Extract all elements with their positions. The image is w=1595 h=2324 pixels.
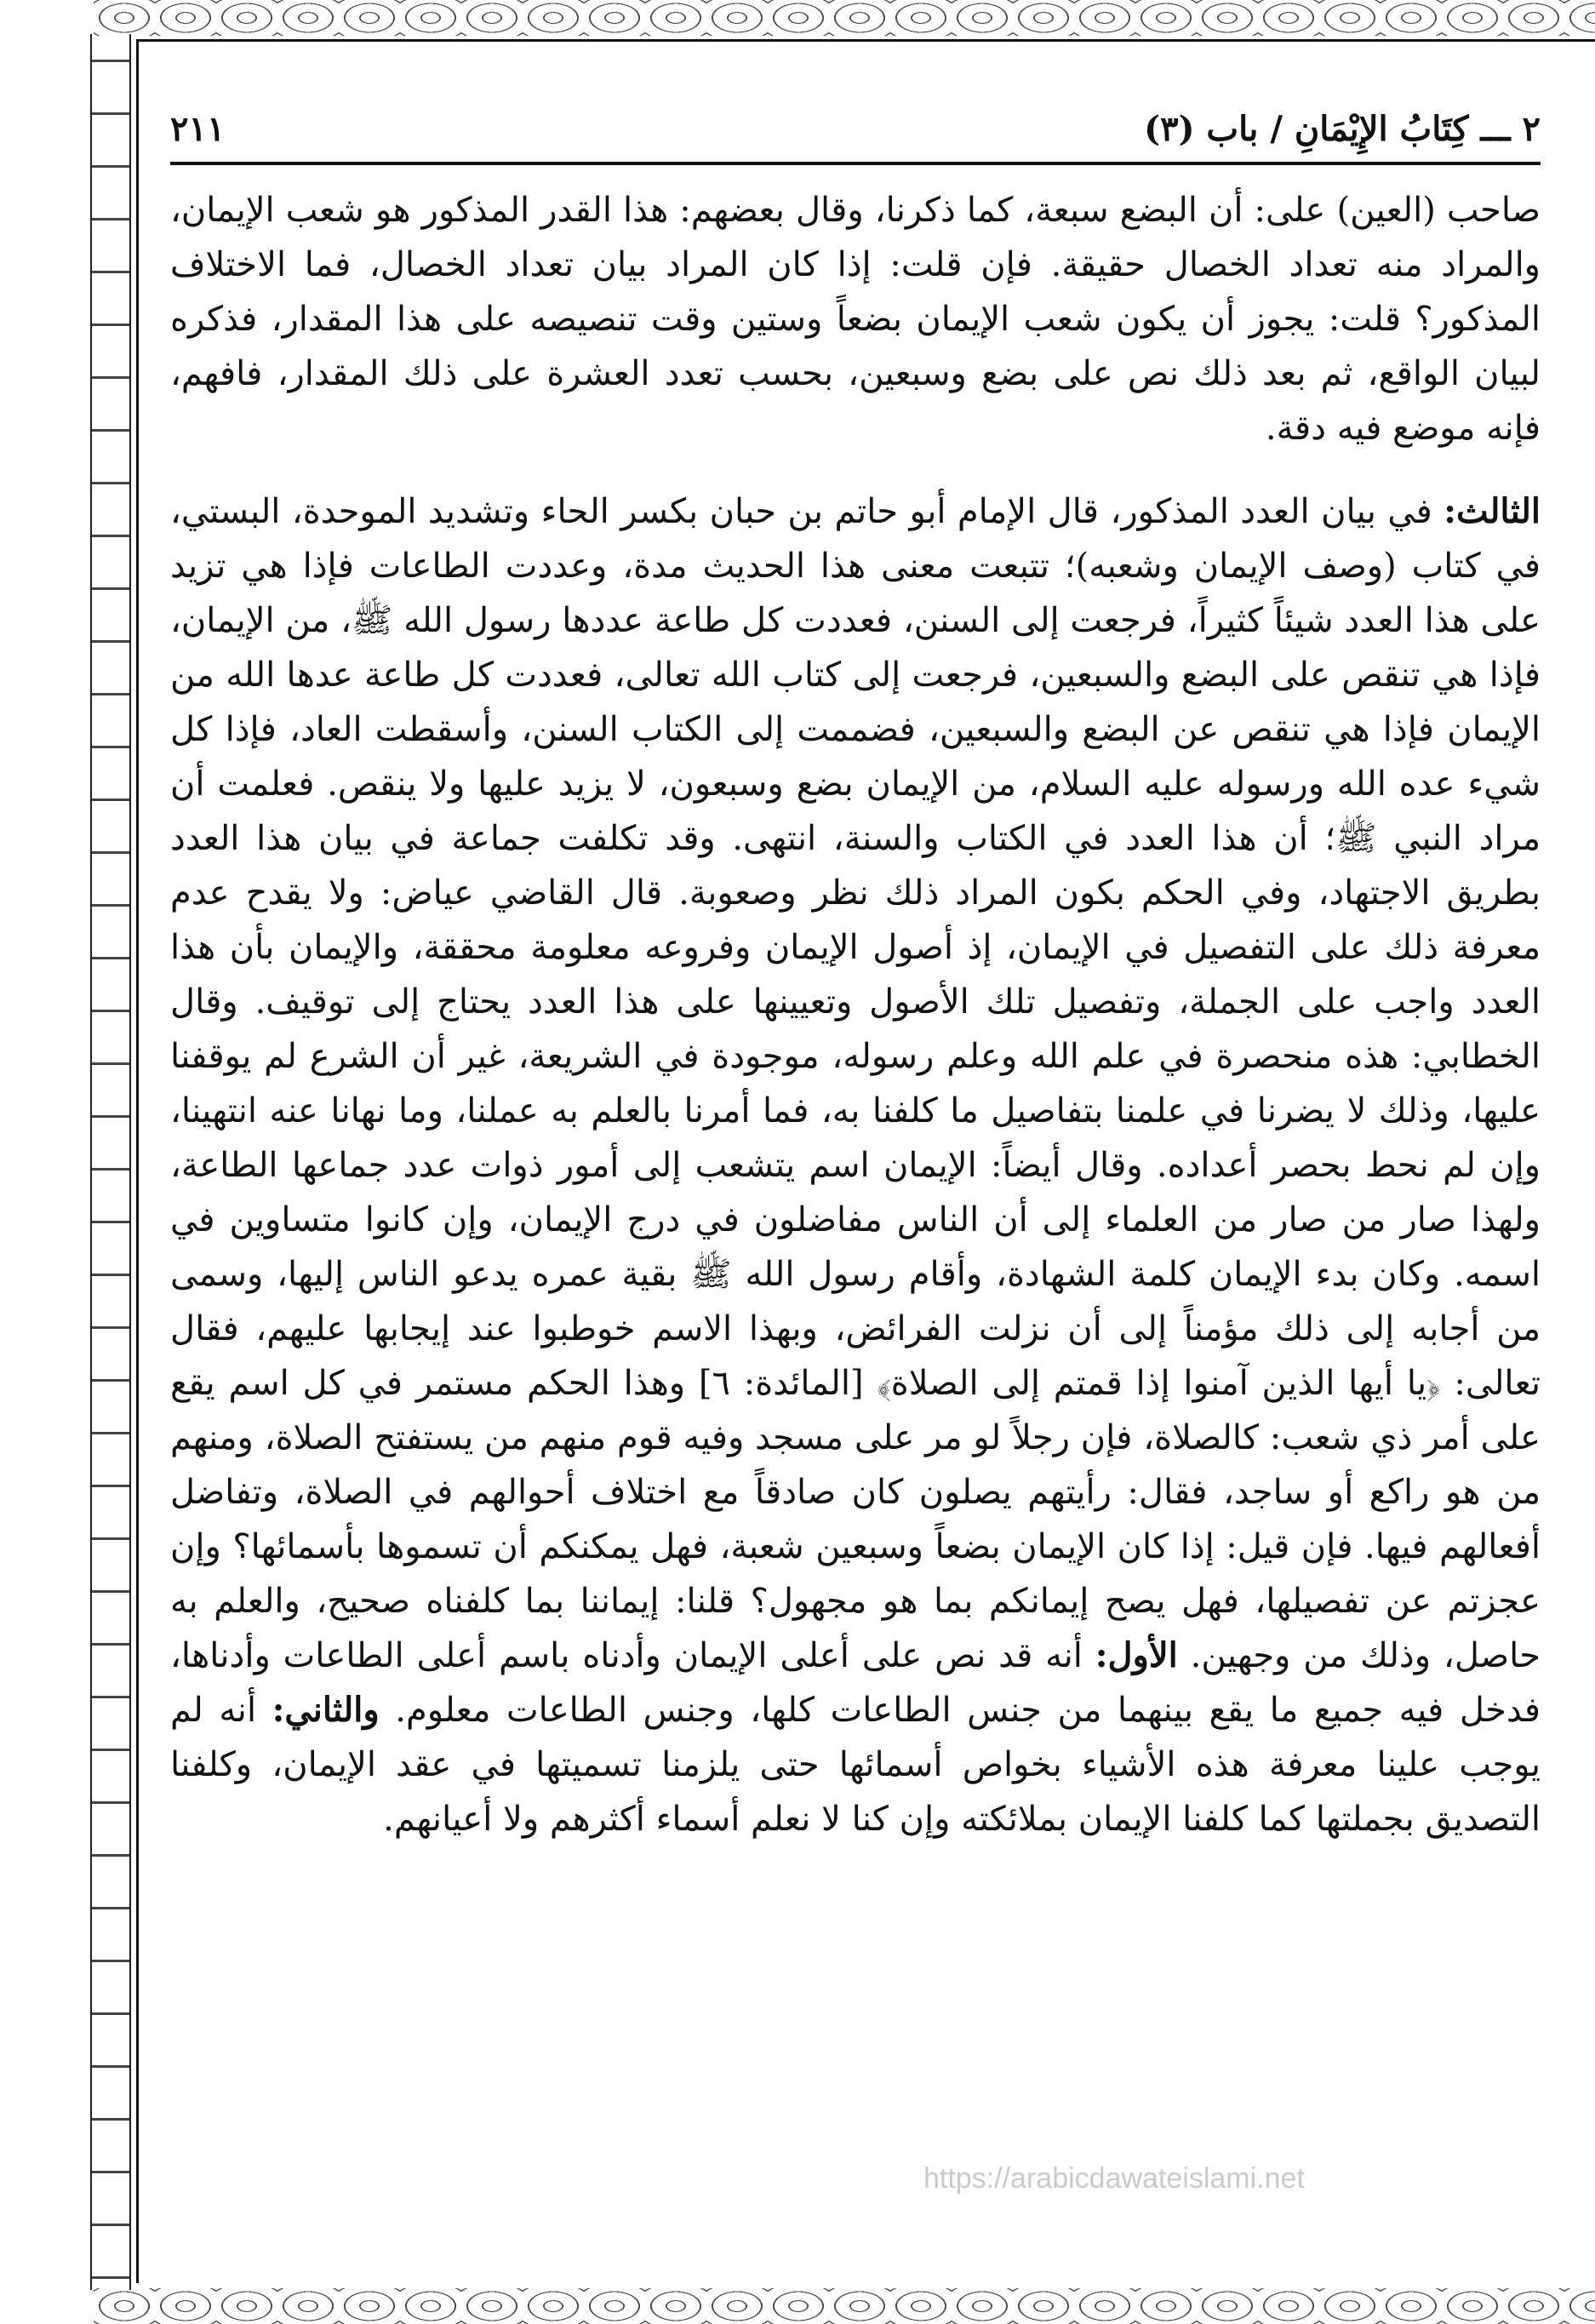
running-title: ٢ ـــ كِتَابُ الإِيْمَانِ / باب (٣): [1144, 109, 1541, 149]
paragraph-text: أنه قد نص على أعلى الإيمان وأدناه باسم أعلى الطاعات وأدناها، فدخل فيه جميع ما يقع بينهما من جنس الطاعات كلها، وجنس الطاعات معلوم.: [170, 1636, 1541, 1730]
paragraph-text: في بيان العدد المذكور، قال الإمام أبو حاتم بن حبان بكسر الحاء وتشديد الموحدة، البستي، في كتاب (وصف الإيمان وشعبه)؛ تتبعت معنى هذا الحديث مدة، وعددت الطاعات فإذا هي تزيد على هذا العدد شيئاً كثيراً، فرجعت إلى السنن، فعددت كل طاعة عددها رسول الله ﷺ، من الإيمان، فإذا هي تنقص على البضع والسبعين، فرجعت إلى كتاب الله تعالى، فعددت كل طاعة عدها الله من الإيمان فإذا هي تنقص عن البضع والسبعين، فضممت إلى الكتاب السنن، وأسقطت العاد، فإذا كل شيء عده الله ورسوله عليه السلام، من الإيمان بضع وسبعون، لا يزيد عليها ولا ينقص. فعلمت أن مراد النبي ﷺ؛ أن هذا العدد في الكتاب والسنة، انتهى. وقد تكلفت جماعة في بيان هذا العدد بطريق الاجتهاد، وفي الحكم بكون المراد ذلك نظر وصعوبة. قال القاضي عياض: ولا يقدح عدم معرفة ذلك على التفصيل في الإيمان، إذ أصول الإيمان وفروعه معلومة محققة، والإيمان بأن هذا العدد واجب على الجملة، وتفصيل تلك الأصول وتعيينها على هذا العدد يحتاج إلى توقيف. وقال الخطابي: هذه منحصرة في علم الله وعلم رسوله، موجودة في الشريعة، غير أن الشرع لم يوقفنا عليها، وذلك لا يضرنا في علمنا بتفاصيل ما كلفنا به، فما أمرنا بالعلم به عملنا، وما نهانا عنه انتهينا، وإن لم نحط بحصر أعداده. وقال أيضاً: الإيمان اسم يتشعب إلى أمور ذوات عدد جماعها الطاعة، ولهذا صار من صار من العلماء إلى أن الناس مفاضلون في درج الإيمان، وإن كانوا متساوين في اسمه. وكان بدء الإيمان كلمة الشهادة، وأقام رسول الله ﷺ بقية عمره يدعو الناس إليها، وسمى من أجابه إلى ذلك مؤمناً إلى أن نزلت الفرائض، وبهذا الاسم خوطبوا عند إيجابها عليهم، فقال تعالى: ﴿يا أيها الذين آمنوا إذا قمتم إلى الصلاة﴾ [المائدة: ٦] وهذا الحكم مستمر في كل اسم يقع على أمر ذي شعب: كالصلاة، فإن رجلاً لو مر على مسجد وفيه قوم منهم من يستفتح الصلاة، ومنهم من هو راكع أو ساجد، فقال: رأيتهم يصلون كان صادقاً مع اختلاف أحوالهم في الصلاة، وتفاضل أفعالهم فيها. فإن قيل: إذا كان الإيمان بضعاً وسبعين شعبة، فهل يمكنكم أن تسموها بأسمائها؟ وإن عجزتم عن تفصيلها، فهل يصح إيمانكم بما هو مجهول؟ قلنا: إيماننا بما كلفناه صحيح، والعلم به حاصل، وذلك من وجهين.: [170, 492, 1541, 1675]
section-heading-keyword: والثاني:: [272, 1690, 380, 1730]
page-number: ٢١١: [170, 109, 226, 149]
paragraph-text: صاحب (العين) على: أن البضع سبعة، كما ذكرنا، وقال بعضهم: هذا القدر المذكور هو شعب الإيمان، والمراد منه تعداد الخصال حقيقة. فإن قلت: إذا كان المراد بيان تعداد الخصال، فما الاختلاف المذكور؟ قلت: يجوز أن يكون شعب الإيمان بضعاً وستين وقت تنصيصه على هذا المقدار، فذكره لبيان الواقع، ثم بعد ذلك نص على بضع وسبعين، بحسب تعدد العشرة على ذلك المقدار، فافهم، فإنه موضع فيه دقة.: [170, 191, 1541, 448]
body-text: [170, 183, 1541, 1846]
paragraph-text: أنه لم يوجب علينا معرفة هذه الأشياء بخواص أسمائها حتى يلزمنا تسميتها في عقد الإيمان، وكلفنا التصديق بجملتها كما كلفنا الإيمان بملائكته وإن كنا لا نعلم أسماء أكثرهم ولا أعيانهم.: [170, 1691, 1541, 1839]
bottom-ornament-border: [94, 2288, 1595, 2324]
page-header: [170, 102, 1541, 165]
paragraph: [170, 183, 1541, 455]
side-ornament-border: [90, 34, 131, 2290]
top-ornament-border: [94, 0, 1595, 36]
section-heading-keyword: الثالث:: [1444, 491, 1541, 531]
watermark-url: https://arabicdawateislami.net: [923, 2162, 1305, 2195]
paragraph: [170, 484, 1541, 1846]
section-heading-keyword: الأول:: [1095, 1635, 1178, 1675]
